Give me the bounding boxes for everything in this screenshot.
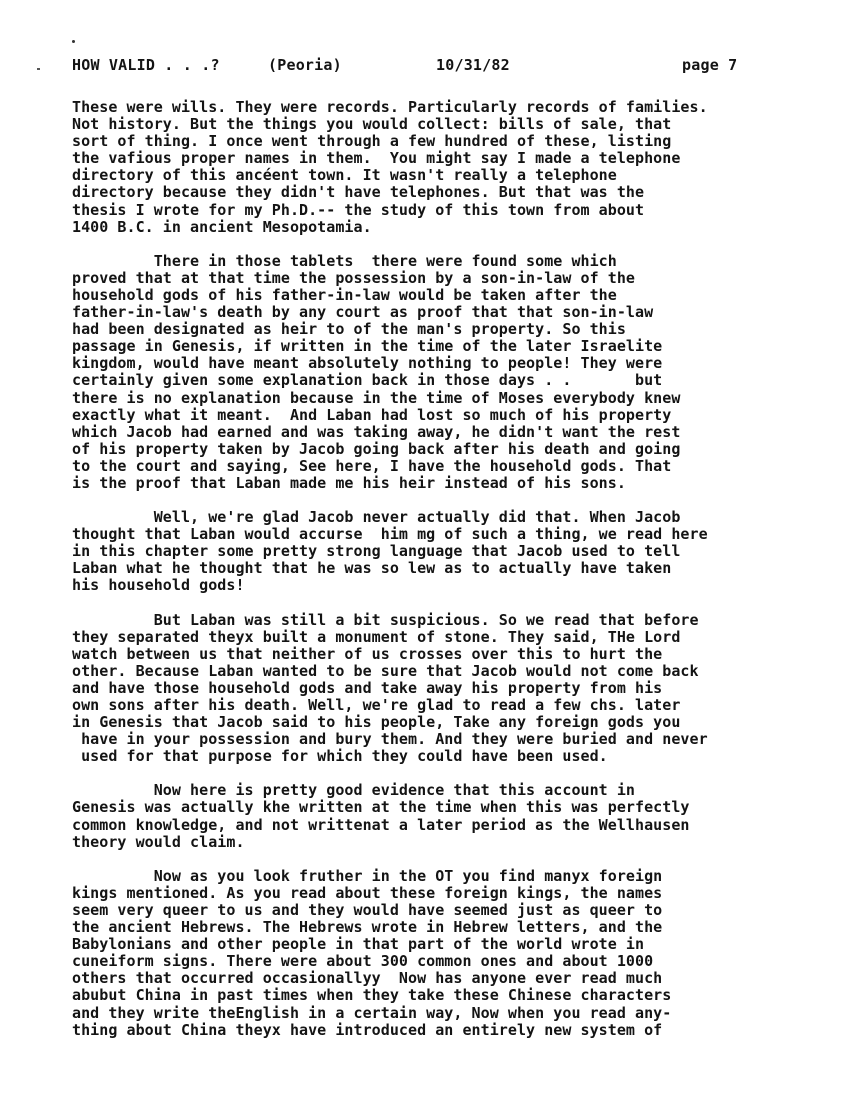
text-line: and they write theEnglish in a certain way, Now when you read any- xyxy=(72,1003,672,1022)
text-line: Genesis was actually khe written at the time when this was perfectly xyxy=(72,798,690,817)
text-line: thesis I wrote for my Ph.D.-- the study of this town from about xyxy=(72,200,645,219)
paragraph xyxy=(72,868,812,1039)
text-line: certainly given some explanation back in those days . . but xyxy=(72,371,663,390)
text-line: his household gods! xyxy=(72,576,245,595)
text-line: theory would claim. xyxy=(72,832,245,851)
paragraph xyxy=(72,612,812,766)
text-line: father-in-law's death by any court as proof that that son-in-law xyxy=(72,303,654,322)
text-line: which Jacob had earned and was taking away, he didn't want the rest xyxy=(72,422,681,441)
text-line: But Laban was still a bit suspicious. So we read that before xyxy=(72,610,699,629)
ink-speck xyxy=(72,40,75,43)
text-line: used for that purpose for which they could have been used. xyxy=(72,747,608,766)
text-line: there is no explanation because in the time of Moses everybody knew xyxy=(72,388,681,407)
text-line: own sons after his death. Well, we're glad to read a few chs. later xyxy=(72,696,681,714)
text-line: others that occurred occasionallyy Now has anyone ever read much xyxy=(72,969,663,988)
text-line: of his property taken by Jacob going back after his death and going xyxy=(72,439,681,458)
text-line: had been designated as heir to of the man's property. So this xyxy=(72,320,626,339)
text-line: and have those household gods and take away his property from his xyxy=(72,678,663,697)
text-line: common knowledge, and not writtenat a later period as the Wellhausen xyxy=(72,815,690,834)
text-line: have in your possession and bury them. And they were buried and never xyxy=(72,730,708,749)
text-line: thing about China theyx have introduced an entirely new system of xyxy=(72,1020,663,1039)
text-line: watch between us that neither of us crosses over this to hurt the xyxy=(72,644,663,663)
text-line: proved that at that time the possession by a son-in-law of the xyxy=(72,268,636,287)
text-line: Babylonians and other people in that part of the world wrote in xyxy=(72,935,645,954)
text-line: household gods of his father-in-law would be taken after the xyxy=(72,285,617,304)
paragraph xyxy=(72,253,812,492)
ink-speck xyxy=(37,68,40,70)
text-line: in Genesis that Jacob said to his people, Take any foreign gods you xyxy=(72,713,681,732)
text-line: Well, we're glad Jacob never actually did that. When Jacob xyxy=(72,508,681,527)
header-page-number: page 7 xyxy=(682,56,738,74)
text-line: seem very queer to us and they would have seemed just as queer to xyxy=(72,900,663,919)
text-line: the ancient Hebrews. The Hebrews wrote in Hebrew letters, and the xyxy=(72,918,663,937)
text-line: sort of thing. I once went through a few hundred of these, listing xyxy=(72,132,672,151)
text-line: directory because they didn't have telephones. But that was the xyxy=(72,183,645,202)
text-line: There in those tablets there were found some which xyxy=(72,251,617,270)
page-header xyxy=(72,56,772,78)
paragraph xyxy=(72,782,812,850)
text-line: Now as you look fruther in the OT you find manyx foreign xyxy=(72,866,663,885)
text-line: other. Because Laban wanted to be sure that Jacob would not come back xyxy=(72,661,699,680)
text-line: the vafious proper names in them. You might say I made a telephone xyxy=(72,149,681,168)
text-line: passage in Genesis, if written in the time of the later Israelite xyxy=(72,337,663,356)
text-line: kings mentioned. As you read about these foreign kings, the names xyxy=(72,883,663,902)
text-line: in this chapter some pretty strong language that Jacob used to tell xyxy=(72,542,681,561)
text-line: Not history. But the things you would collect: bills of sale, that xyxy=(72,115,672,134)
text-line: is the proof that Laban made me his heir instead of his sons. xyxy=(72,473,626,492)
text-line: exactly what it meant. And Laban had lost so much of his property xyxy=(72,405,672,424)
text-line: to the court and saying, See here, I have the household gods. That xyxy=(72,456,672,475)
text-line: abubut China in past times when they take these Chinese characters xyxy=(72,986,672,1005)
paragraph xyxy=(72,99,812,236)
header-title: HOW VALID . . .? xyxy=(72,56,220,74)
header-place: (Peoria) xyxy=(268,56,342,74)
body-text xyxy=(72,99,812,1056)
text-line: 1400 B.C. in ancient Mesopotamia. xyxy=(72,217,372,236)
header-date: 10/31/82 xyxy=(436,56,510,74)
text-line: Laban what he thought that he was so lew as to actually have taken xyxy=(72,559,672,578)
text-line: Now here is pretty good evidence that this account in xyxy=(72,781,636,800)
text-line: directory of this ancéent town. It wasn't really a telephone xyxy=(72,166,617,185)
text-line: they separated theyx built a monument of stone. They said, THe Lord xyxy=(72,627,681,646)
text-line: These were wills. They were records. Particularly records of families. xyxy=(72,98,708,116)
paragraph xyxy=(72,509,812,594)
text-line: cuneiform signs. There were about 300 common ones and about 1000 xyxy=(72,952,654,971)
text-line: kingdom, would have meant absolutely nothing to people! They were xyxy=(72,354,663,373)
text-line: thought that Laban would accurse him mg of such a thing, we read here xyxy=(72,525,708,544)
